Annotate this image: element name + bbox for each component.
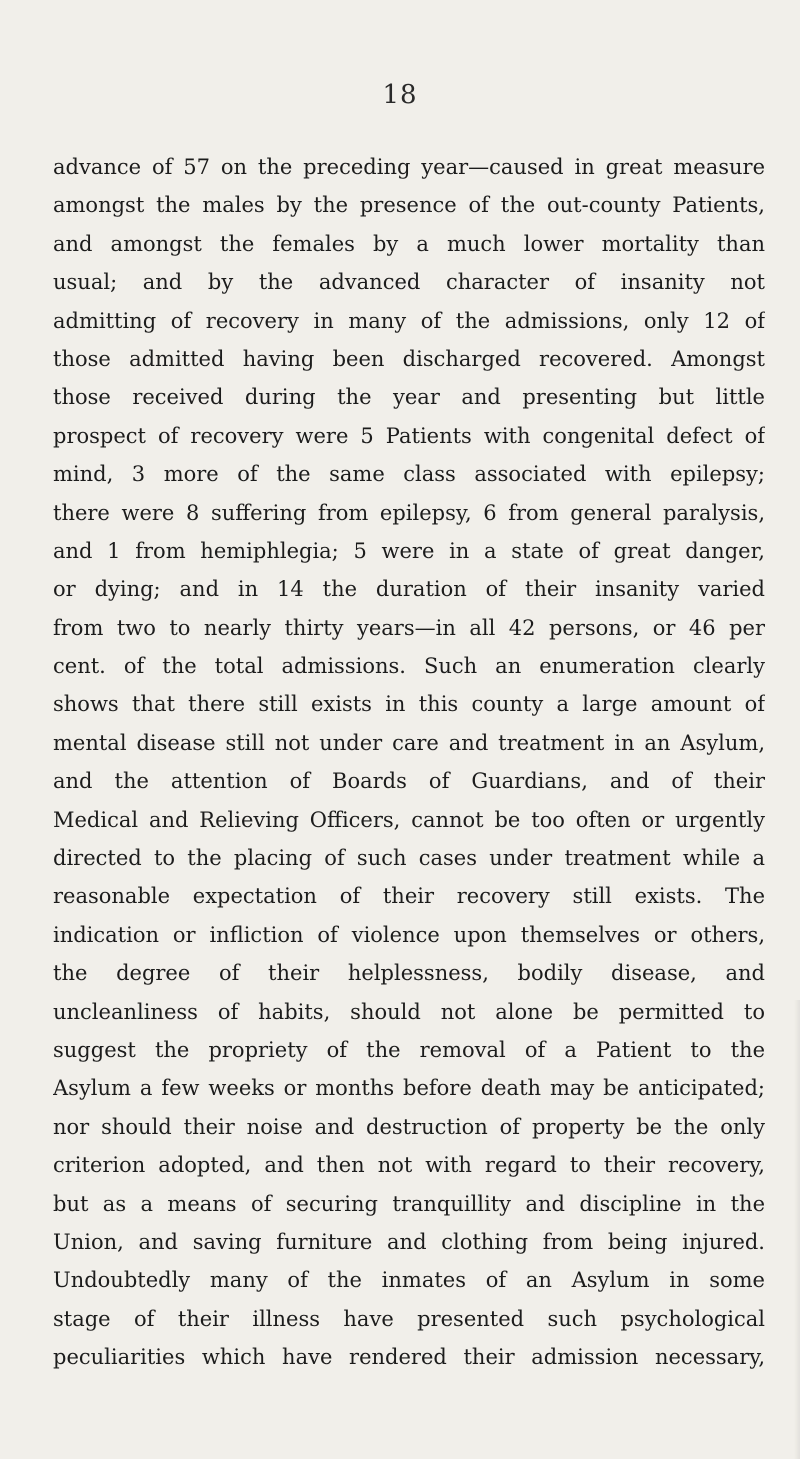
text-line: those received during the year and presenting but little [53, 385, 765, 410]
text-line: Undoubtedly many of the inmates of an Asylum in some [53, 1268, 765, 1293]
text-line: peculiarities which have rendered their admission necessary, [53, 1345, 765, 1370]
text-line: Medical and Relieving Officers, cannot be too often or urgently [53, 807, 765, 832]
text-line: mind, 3 more of the same class associated with epilepsy; [53, 462, 765, 487]
page-number: 18 [382, 80, 418, 110]
text-line: shows that there still exists in this county a large amount of [53, 692, 765, 717]
text-line: the degree of their helplessness, bodily disease, and [53, 961, 765, 986]
text-line: usual; and by the advanced character of insanity not [53, 270, 765, 295]
body-text [53, 148, 765, 1377]
text-line: suggest the propriety of the removal of a Patient to the [53, 1037, 765, 1062]
text-line: Union, and saving furniture and clothing from being injured. [53, 1229, 765, 1254]
text-line: reasonable expectation of their recovery still exists. The [53, 884, 765, 909]
text-line: cent. of the total admissions. Such an enumeration clearly [53, 654, 765, 679]
text-line: admitting of recovery in many of the admissions, only 12 of [53, 308, 765, 333]
text-line: from two to nearly thirty years—in all 42 persons, or 46 per [53, 615, 765, 640]
text-line: amongst the males by the presence of the out-county Patients, [53, 193, 765, 218]
text-line: and amongst the females by a much lower mortality than [53, 231, 765, 256]
text-line: stage of their illness have presented such psychological [53, 1306, 765, 1331]
text-line: and the attention of Boards of Guardians, and of their [53, 769, 765, 794]
text-line: prospect of recovery were 5 Patients with congenital defect of [53, 423, 765, 448]
text-line: but as a means of securing tranquillity and discipline in the [53, 1191, 765, 1216]
text-line: advance of 57 on the preceding year—caused in great measure [53, 155, 765, 179]
text-line: there were 8 suffering from epilepsy, 6 from general paralysis, [53, 500, 765, 525]
text-line: those admitted having been discharged recovered. Amongst [53, 346, 765, 371]
text-line: directed to the placing of such cases under treatment while a [53, 846, 765, 871]
text-line: and 1 from hemiphlegia; 5 were in a state of great danger, [53, 538, 765, 563]
text-line: mental disease still not under care and treatment in an Asylum, [53, 730, 765, 755]
text-line: nor should their noise and destruction of property be the only [53, 1114, 765, 1139]
text-line: Asylum a few weeks or months before death may be anticipated; [53, 1076, 765, 1101]
page-edge-shadow [794, 1000, 800, 1459]
text-line: uncleanliness of habits, should not alone be permitted to [53, 999, 765, 1024]
text-line: criterion adopted, and then not with regard to their recovery, [53, 1153, 765, 1178]
text-line: or dying; and in 14 the duration of their insanity varied [53, 577, 765, 602]
text-line: indication or infliction of violence upon themselves or others, [53, 922, 765, 947]
